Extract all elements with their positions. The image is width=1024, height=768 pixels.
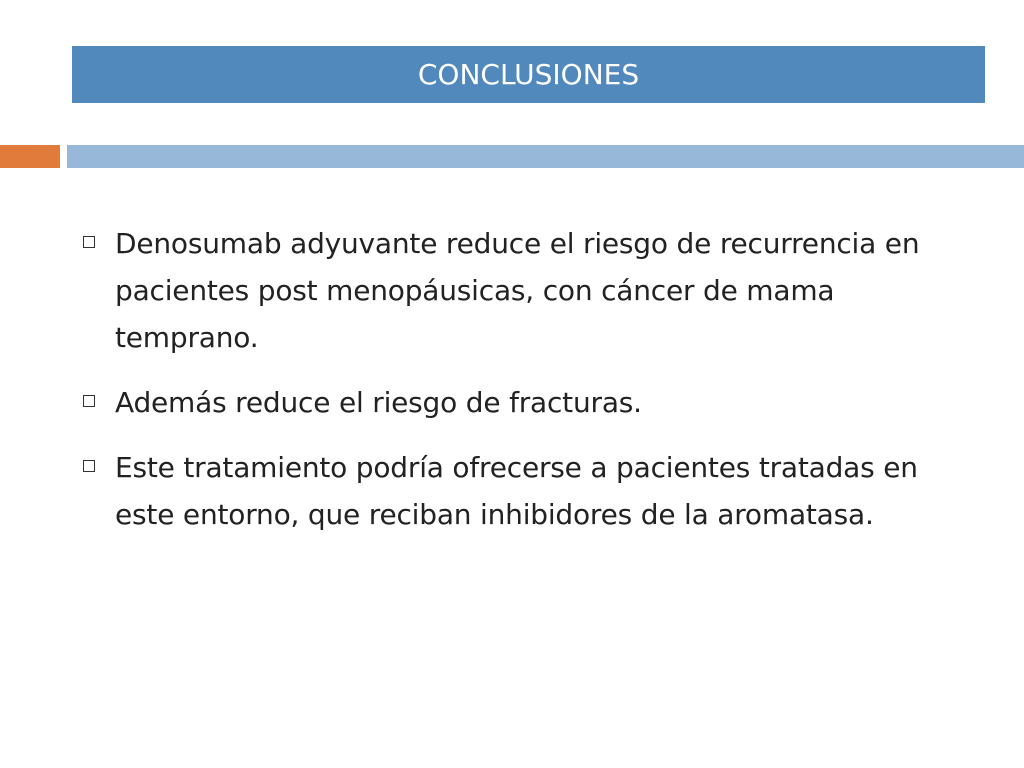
title-bar bbox=[72, 46, 985, 103]
bullet-text: Denosumab adyuvante reduce el riesgo de recurrencia en pacientes post menopáusicas, con cáncer de mama temprano. bbox=[115, 227, 920, 354]
bullet-list bbox=[80, 220, 960, 556]
bullet-item bbox=[80, 379, 960, 426]
bullet-text: Este tratamiento podría ofrecerse a pacientes tratadas en este entorno, que reciban inhibidores de la aromatasa. bbox=[115, 451, 918, 531]
accent-bar-blue bbox=[67, 145, 1024, 168]
bullet-item bbox=[80, 220, 960, 361]
accent-bar-orange bbox=[0, 145, 60, 168]
bullet-item bbox=[80, 444, 960, 538]
slide-title: CONCLUSIONES bbox=[417, 57, 640, 91]
bullet-text: Además reduce el riesgo de fracturas. bbox=[115, 386, 642, 419]
square-outline-icon bbox=[83, 236, 95, 248]
square-outline-icon bbox=[83, 460, 95, 472]
square-outline-icon bbox=[83, 395, 95, 407]
